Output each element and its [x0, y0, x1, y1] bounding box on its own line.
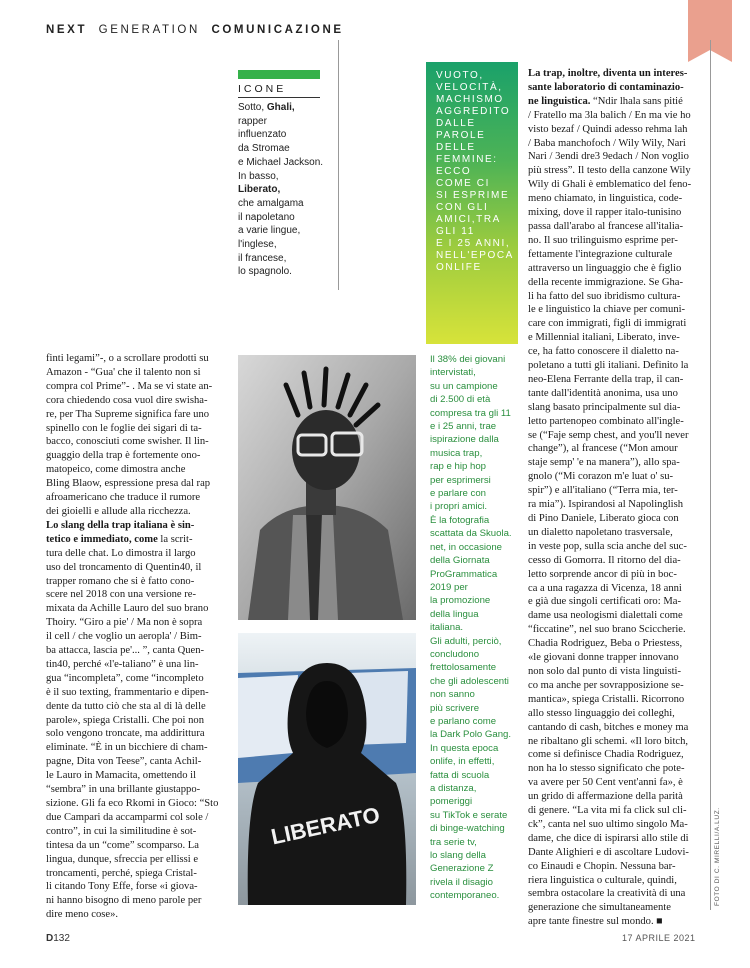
text-line: ne ribaltano gli schemi. «Il loro bitch,: [528, 735, 689, 747]
text-line: uso del troncamento di Quentin40, il: [46, 561, 202, 573]
text-line: «le giovani donne trapper innovano: [528, 652, 679, 664]
text-line: CON GLI: [436, 202, 489, 213]
text-line: tintesa da un “come” scomparso. La: [46, 839, 199, 851]
text-line: le Lauro in Mamacita, omettendo il: [46, 770, 197, 782]
photo-credit: FOTO DI C. MIRELLI/A.LUZ.: [714, 807, 721, 906]
text-line: allo stesso linguaggio dei colleghi,: [528, 707, 675, 719]
text-line: poletano a tutti gli italiani. Definito la: [528, 360, 689, 372]
text-line: li ha fatto del suo ibridismo cultura-: [528, 290, 681, 302]
text-line: È la fotografia: [430, 514, 490, 526]
text-line: afroamericano che traduce il rumore: [46, 492, 201, 504]
text-line: due Campari da accamparmi col sole /: [46, 811, 209, 823]
text-line: italiana.: [430, 622, 464, 634]
text-line: intervistati,: [430, 367, 476, 379]
text-line: DALLE: [436, 118, 476, 129]
text-line: la promozione: [430, 595, 491, 607]
text-line: Dante Alighieri e di ascoltare Ludovi-: [528, 846, 689, 858]
text-line: co Einaudi e Chopin. Nessuna bar-: [528, 860, 676, 872]
text-line: della recente immigrazione. Se Gha-: [528, 276, 684, 288]
text-line: SI ESPRIME: [436, 190, 510, 201]
text-line: influenzato: [238, 129, 287, 141]
text-line: lingua, dunque, sfreccia per ellissi e: [46, 853, 199, 865]
text-line: non solo dal punto di vista linguisti-: [528, 665, 682, 677]
text-line: cora chiedendo cosa vuol dire swisha-: [46, 394, 208, 406]
text-line: per esprimersi: [430, 474, 491, 486]
text-line: onlife, in effetti,: [430, 756, 495, 768]
text-line: pomeriggi: [430, 796, 473, 808]
text-line: scere nel 2018 con una versione re-: [46, 589, 197, 601]
text-line: tra serie tv,: [430, 836, 477, 848]
text-line: su TikTok e serate: [430, 809, 508, 821]
text-line: dame usa neologismi dialettali come: [528, 610, 683, 622]
text-line: ce, ha fatto conoscere il dialetto na-: [528, 346, 679, 358]
text-line: contemporaneo.: [430, 890, 500, 902]
text-line: un grido di affermazione della parità: [528, 791, 683, 803]
text-line: Bling Blaow, espressione presa dal rap: [46, 478, 211, 490]
text-line: “ficcatine”, nel suo brano Sciccherie.: [528, 624, 686, 636]
text-line: su un campione: [430, 380, 498, 392]
photo-liberato: [238, 633, 416, 905]
text-line: generazione che simultaneamente: [528, 902, 671, 914]
magazine-letter: D: [46, 933, 54, 944]
text-line: contro”, in cui la similitudine è sot-: [46, 825, 197, 837]
icone-title: ICONE: [238, 83, 287, 95]
text-line: l'inglese,: [238, 239, 277, 251]
text-line: troncamenti, perché, spiega Cristal-: [46, 867, 197, 879]
text-line: Lo slang della trap italiana è sin-: [46, 519, 195, 531]
text-line: ProGrammatica: [430, 568, 498, 580]
text-line: ECCO: [436, 166, 472, 177]
page-number: [46, 933, 70, 944]
column-divider: [710, 40, 711, 910]
text-line: net, in occasione: [430, 541, 502, 553]
text-line: Wily di Ghali è emblematico del feno-: [528, 179, 692, 191]
text-line: se (“Faje semp chest, and you'll never: [528, 429, 689, 441]
text-line: i propri amici.: [430, 501, 488, 513]
text-line: letto partenopeo combinato all'ingle-: [528, 415, 684, 427]
page-header: [46, 24, 344, 36]
text-line: eliminate. “È in un bicchiere di cham-: [46, 742, 208, 754]
text-line: ba attacca, lascia pe'... ”, canta Quen-: [46, 645, 205, 657]
page-number-value: 132: [53, 933, 70, 944]
text-line: In basso,: [238, 170, 279, 182]
icone-rule: [238, 97, 320, 98]
text-line: in veste pop, sulla scia anche del suc-: [528, 540, 687, 552]
text-line: mixing, dove il rapper italo-tunisino: [528, 207, 682, 219]
text-line: come si definisce Chadia Rodriguez,: [528, 749, 684, 761]
text-line: dente da tutto ciò che sta al di là delle: [46, 700, 206, 712]
text-line: mixata da Achille Lauro del suo brano: [46, 603, 209, 615]
text-line: di Pino Daniele, Liberato gioca con: [528, 513, 679, 524]
text-line: ONLIFE: [436, 262, 482, 273]
text-line: parole», spiega Cristalli. Che poi non: [46, 714, 204, 726]
text-line: letto sorprende ancor di più in boc-: [528, 568, 677, 580]
text-line: ca a una ragazza di Vicenza, 18 anni: [528, 582, 682, 594]
text-line: gua “incompleta”, come “incompleto: [46, 672, 204, 684]
icone-accent-bar: [238, 70, 320, 79]
text-line: dei gioielli e allude alla ricchezza.: [46, 505, 191, 517]
text-line: compresa tra gli 11: [430, 407, 511, 419]
text-line: Thoiry. “Giro a pie' / Ma non è sopra: [46, 617, 203, 629]
text-line: di 2.500 di età: [430, 394, 491, 406]
text-line: non ha lo stesso significato che pote-: [528, 763, 685, 775]
text-line: dame, che dice di ispirarsi allo stile di: [528, 832, 689, 844]
text-line: e già due singoli certificati oro: Ma-: [528, 596, 681, 608]
text-line: VUOTO,: [436, 70, 484, 81]
text-line: E I 25 ANNI,: [436, 238, 511, 249]
text-line: meno chiamato, in linguistica, code-: [528, 193, 683, 205]
text-line: lo slang della: [430, 850, 487, 862]
text-line: Nari / 3endi dre3 9edach / Non voglio: [528, 151, 689, 163]
text-line: GLI 11: [436, 226, 475, 237]
text-line: un dialetto napoletano trasversale,: [528, 526, 673, 538]
text-line: ispirazione dalla: [430, 434, 499, 446]
text-line: della lingua: [430, 608, 479, 620]
text-line: tante dall'identità anonima, usa uno: [528, 387, 678, 399]
text-line: ra mia”). Ispirandosi al Napolinglish: [528, 499, 684, 511]
text-line: COME CI: [436, 178, 490, 189]
text-line: re, per Tha Supreme significa fare uno: [46, 408, 210, 420]
text-line: riera linguistica o culturale, quindi,: [528, 874, 677, 886]
text-line: scattata da Skuola.: [430, 528, 512, 540]
text-line: che gli adolescenti: [430, 675, 509, 687]
text-line: rap e hip hop: [430, 461, 487, 473]
photo-ghali: [238, 355, 416, 620]
text-line: visto bezaf / Quindi adesso rehma lah: [528, 123, 688, 135]
text-line: la Dark Polo Gang.: [430, 729, 512, 741]
text-line: change”), al francese (“Mon amour: [528, 443, 678, 455]
text-line: MACHISMO: [436, 94, 504, 105]
article-column-right: [528, 67, 691, 929]
text-line: rapper: [238, 115, 267, 127]
text-line: ni hanno bisogno di meno parole per: [46, 895, 202, 907]
text-line: non sanno: [430, 689, 475, 701]
text-line: fettamente l'integrazione culturale: [528, 248, 673, 260]
text-line: dire meno cose».: [46, 909, 119, 921]
text-line: La trap, inoltre, diventa un interes-: [528, 68, 688, 79]
jacket-lettering: LIBERATO: [268, 801, 383, 850]
text-line: / Fratello ma 3la balich / En ma vie ho: [528, 109, 691, 121]
text-line: mantica», spiega Cristalli. Ricorrono: [528, 693, 685, 705]
text-line: le e linguistico la chiave per comuni-: [528, 304, 686, 316]
text-line: sante laboratorio di contaminazio-: [528, 81, 684, 93]
text-line: Liberato,: [238, 184, 281, 196]
text-line: FEMMINE:: [436, 154, 498, 165]
text-line: finti legami”-, o a scrollare prodotti su: [46, 353, 209, 364]
article-column-left: [46, 352, 218, 922]
text-line: tura delle chat. Lo dimostra il largo: [46, 547, 196, 559]
text-line: compra col Prime”- . Ma se vi state an-: [46, 380, 213, 392]
text-line: passa dall'arabo al francese all'italia-: [528, 220, 683, 232]
text-line: no. Il suo trilinguismo esprime per-: [528, 234, 678, 246]
text-line: spir”) e all'italiano (“Terra mia, ter-: [528, 485, 678, 497]
text-line: care con immigrati, figli di immigrati: [528, 318, 687, 330]
text-line: Il 38% dei giovani: [430, 354, 506, 365]
pull-quote: [436, 70, 514, 274]
text-line: Chadia Rodriguez, Beba o Priestess,: [528, 638, 683, 650]
text-line: e parlano come: [430, 715, 497, 727]
text-line: AGGREDITO: [436, 106, 511, 117]
text-line: il cell / che voglio un aeropla' / Bim-: [46, 631, 202, 643]
text-line: bacco, conosciuti come swisher. Il lin-: [46, 436, 209, 448]
text-line: li citando Tony Effe, forse «i giova-: [46, 881, 198, 893]
text-line: è il suo texting, frammentario e dipen-: [46, 686, 209, 698]
text-line: a distanza,: [430, 783, 477, 794]
text-line: ne linguistica. “Ndir lhala sans pitié: [528, 95, 683, 107]
header-section: COMUNICAZIONE: [211, 24, 344, 36]
text-line: più scrivere: [430, 702, 480, 714]
text-line: sembra ostacolare la creatività di una: [528, 888, 686, 900]
text-line: staje semp' 'e na manera”), allo spa-: [528, 457, 680, 469]
text-line: NELL'EPOCA: [436, 250, 514, 261]
text-line: musica trap,: [430, 447, 483, 459]
text-line: Generazione Z: [430, 863, 494, 875]
text-line: guaggio della trap è fortemente ono-: [46, 450, 201, 462]
text-line: In questa epoca: [430, 742, 499, 754]
text-line: di genere. “La vita mi fa click sul cli-: [528, 805, 687, 817]
text-line: Gli adulti, perciò,: [430, 635, 502, 647]
text-line: fatta di scuola: [430, 769, 490, 781]
text-line: e Michael Jackson.: [238, 156, 324, 168]
text-line: della Giornata: [430, 555, 490, 567]
text-line: neo-Elena Ferrante della trap, il can-: [528, 373, 684, 385]
text-line: e parlare con: [430, 488, 486, 500]
text-line: lo spagnolo.: [238, 266, 292, 278]
text-line: DELLE: [436, 142, 476, 153]
text-line: di binge-watching: [430, 823, 505, 835]
text-line: e Millennial italiani, Liberato, inve-: [528, 332, 680, 344]
text-line: spinello con le foglie dei sigari di ta-: [46, 422, 202, 434]
text-line: frettolosamente: [430, 662, 497, 674]
text-line: AMICI,TRA: [436, 214, 501, 225]
text-line: Amazon - “Gua' che il talento non si: [46, 366, 201, 378]
text-line: cantando di cash, bitches e money ma: [528, 721, 689, 733]
text-line: concludono: [430, 648, 480, 660]
text-line: più stress”. Il testo della canzone Wily: [528, 165, 691, 177]
text-line: che amalgama: [238, 197, 304, 209]
text-line: e i 25 anni, trae: [430, 421, 497, 433]
text-line: cesso di Gomorra. Il ritorno del dia-: [528, 554, 681, 566]
text-line: pagne, Dita von Teese”, canta Achil-: [46, 756, 202, 768]
text-line: il napoletano: [238, 211, 295, 223]
text-line: 2019 per: [430, 581, 468, 593]
issue-date: 17 APRILE 2021: [622, 933, 696, 943]
text-line: / Baba manchofoch / Wily Wily, Nari: [528, 137, 686, 149]
text-line: Sotto, Ghali,: [238, 102, 295, 113]
text-line: slang basato principalmente sul dia-: [528, 401, 681, 413]
text-line: da Stromae: [238, 143, 290, 155]
text-line: matopeico, come dimostra anche: [46, 464, 186, 476]
text-line: “sembra” in una brillante giustappo-: [46, 784, 201, 796]
sidebar-text: [430, 353, 512, 903]
text-line: solo vengono troncate, ma addirittura: [46, 728, 205, 740]
text-line: a varie lingue,: [238, 225, 301, 237]
header-prefix: NEXT: [46, 24, 88, 36]
text-line: attraverso un linguaggio che è figlio: [528, 262, 682, 274]
text-line: co ma anche per sovrapposizione se-: [528, 679, 684, 691]
text-line: trapper romano che si è fatto cono-: [46, 575, 195, 587]
text-line: VELOCITÀ,: [436, 82, 503, 93]
text-line: gnolo (“Mi corazon m'e luat o' su-: [528, 471, 674, 483]
text-line: sizione. Gli fa eco Rkomi in Gioco: “Sto: [46, 798, 219, 809]
text-line: apre tante finestre sul mondo. ■: [528, 916, 663, 928]
icone-caption: [238, 101, 338, 279]
column-divider: [338, 40, 339, 290]
header-middle: GENERATION: [98, 24, 200, 36]
text-line: rivela il disagio: [430, 876, 493, 888]
text-line: il francese,: [238, 252, 287, 264]
text-line: va avere per 50 Cent vent'anni fa», è: [528, 777, 683, 789]
text-line: tetico e immediato, come la scrit-: [46, 533, 193, 545]
text-line: tin40, perché «l'e-taliano” è una lin-: [46, 658, 199, 670]
text-line: PAROLE: [436, 130, 486, 141]
text-line: ck”, canta nel suo ultimo singolo Ma-: [528, 818, 688, 830]
